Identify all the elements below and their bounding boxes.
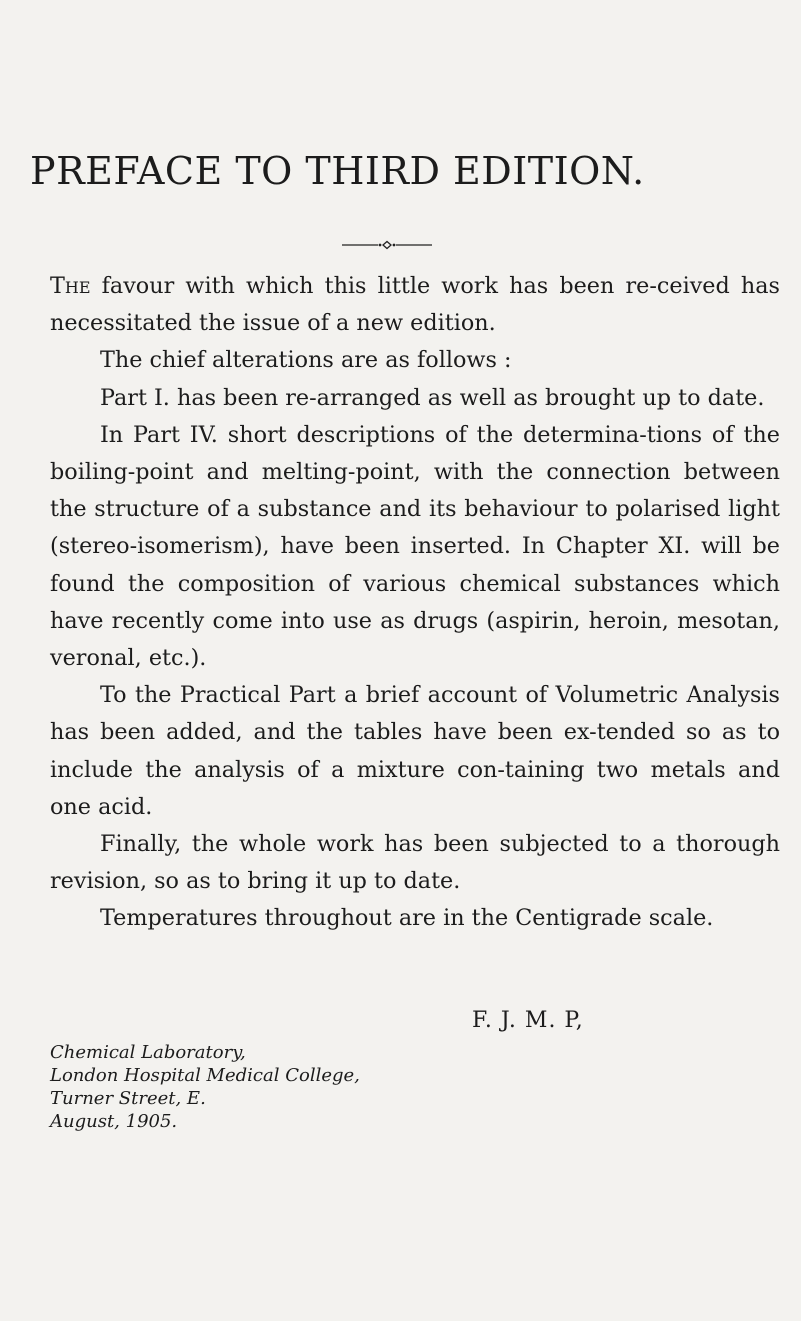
divider-ornament (342, 240, 432, 250)
divider-dot-right (393, 244, 396, 247)
signoff-line: London Hospital Medical College, (50, 1065, 360, 1086)
paragraph-text: favour with which this little work has been re-ceived has necessitated the issue of a new edition. (50, 273, 780, 337)
signoff-address (50, 1041, 360, 1133)
paragraph-practical-part: To the Practical Part a brief account of Volumetric Analysis has been added, and the tables have been ex-tended so as to include the analysis of a mixture con-taining two metals and one acid. (50, 682, 780, 820)
paragraph-part-four: In Part IV. short descriptions of the determina-tions of the boiling-point and melting-point, with the connection between the structure of a substance and its behaviour to polarised light (stereo-isomerism), have been inserted. In Chapter XI. will be found the composition of various chemical substances which have recently come into use as drugs (aspirin, heroin, mesotan, veronal, etc.). (50, 421, 780, 672)
paragraph-temperatures: Temperatures throughout are in the Centigrade scale. (100, 905, 714, 932)
signoff-line: Chemical Laboratory, (50, 1042, 246, 1063)
divider-diamond (383, 242, 391, 249)
paragraph-intro (50, 268, 780, 342)
signoff-line: Turner Street, E. (50, 1088, 206, 1109)
signoff-date: August, 1905. (50, 1111, 178, 1132)
preface-body (50, 268, 780, 938)
paragraph-revision: Finally, the whole work has been subjected to a thorough revision, so as to bring it up to date. (50, 831, 780, 895)
page-title: PREFACE TO THIRD EDITION. (30, 149, 645, 193)
lead-word: The (50, 273, 91, 299)
paragraph-part-one: Part I. has been re-arranged as well as brought up to date. (100, 384, 765, 411)
author-initials: F. J. M. P, (472, 1008, 584, 1033)
divider-dot-left (379, 244, 382, 247)
paragraph-alterations: The chief alterations are as follows : (100, 347, 512, 374)
